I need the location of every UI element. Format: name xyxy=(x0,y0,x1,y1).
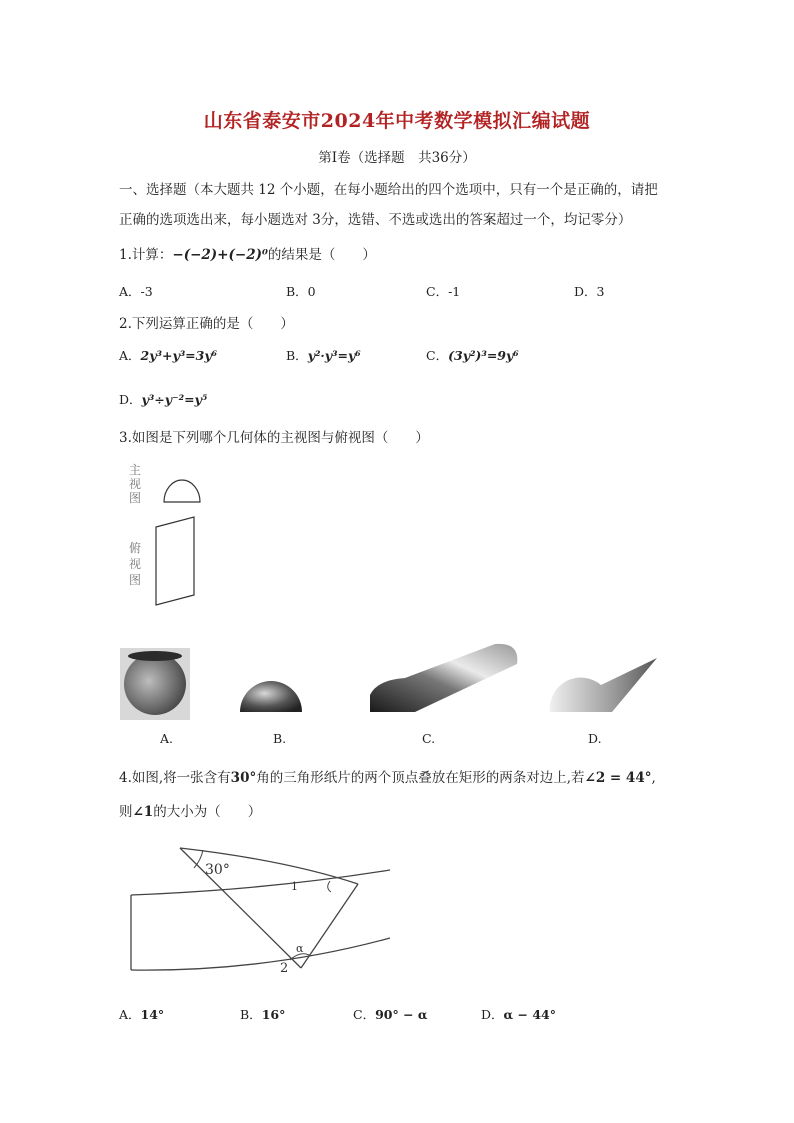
section-subtitle: 第Ⅰ卷（选择题 共36分） xyxy=(318,150,476,166)
angle-1-arc xyxy=(328,881,331,892)
front-view-label xyxy=(128,463,142,505)
question-2-stem: 2.下列运算正确的是（ ） xyxy=(119,316,294,332)
q2-option-b[interactable] xyxy=(286,346,361,364)
solid-b-hemisphere xyxy=(240,681,302,712)
front-view-char-2: 视 xyxy=(128,477,141,491)
q4-angle-30: 30° xyxy=(230,770,257,786)
q4-angle-2-value: ∠2 = 44° xyxy=(584,770,652,786)
front-view-char-1: 主 xyxy=(128,463,141,477)
q4-option-a-label: A． xyxy=(119,1007,141,1022)
triangle-rectangle-figure xyxy=(125,840,400,980)
question-4-stem-line-2 xyxy=(119,800,261,820)
top-view-label xyxy=(128,540,142,588)
q4-text-then: 则 xyxy=(119,804,133,820)
solids-figure xyxy=(115,640,675,725)
solid-d-half-cone xyxy=(550,658,657,712)
q4-option-b-expr: 16° xyxy=(261,1007,286,1022)
q4-option-c-expr: 90° − α xyxy=(375,1007,428,1022)
q2-option-a-label: A． xyxy=(119,348,141,363)
figure-label-2: 2 xyxy=(280,961,289,976)
q4-option-d-label: D． xyxy=(481,1007,504,1022)
instructions-line-1: 一、选择题（本大题共 12 个小题，在每小题给出的四个选项中，只有一个是正确的，请把 xyxy=(119,182,658,198)
q4-option-d[interactable] xyxy=(481,1005,556,1023)
q4-option-d-expr: α − 44° xyxy=(503,1007,556,1022)
q4-text-a: 4.如图,将一张含有 xyxy=(119,770,231,786)
page-title: 山东省泰安市2024年中考数学模拟汇编试题 xyxy=(203,110,591,132)
q1-expression: −(−2)+(−2)⁰ xyxy=(172,247,268,263)
q2-option-b-label: B． xyxy=(286,348,308,363)
q4-option-c-label: C． xyxy=(353,1007,376,1022)
q2-option-d-expr: y³÷y⁻²=y⁵ xyxy=(141,392,208,407)
q4-text-size: 的大小为（ ） xyxy=(153,804,262,820)
top-view-char-1: 俯 xyxy=(128,541,141,555)
solid-option-b[interactable]: B. xyxy=(273,731,287,746)
q2-option-b-expr: y²·y³=y⁶ xyxy=(307,348,361,363)
q4-text-c: 角的三角形纸片的两个顶点叠放在矩形的两条对边上,若 xyxy=(256,770,585,786)
figure-label-1: 1 xyxy=(291,880,298,893)
q1-suffix: 的结果是（ ） xyxy=(267,247,376,263)
top-view-char-2: 视 xyxy=(128,557,141,571)
question-4-stem-line-1 xyxy=(119,766,656,786)
angle-30-arc xyxy=(194,850,203,868)
front-view-semicircle xyxy=(164,480,200,502)
rectangle-top-edge xyxy=(131,870,390,895)
q2-option-a[interactable] xyxy=(119,346,217,364)
question-1-stem xyxy=(119,243,376,263)
solid-option-d[interactable]: D. xyxy=(588,731,602,746)
q2-option-d-label: D． xyxy=(119,392,142,407)
q1-prefix: 1.计算： xyxy=(119,247,173,263)
triangle-long-side xyxy=(180,848,301,968)
front-view-char-3: 图 xyxy=(128,491,141,505)
q2-option-d[interactable] xyxy=(119,390,207,408)
solid-c-half-cylinder xyxy=(370,644,517,712)
figure-label-30: 30° xyxy=(205,862,230,878)
instructions-line-2: 正确的选项选出来，每小题选对 3分，选错、不选或选出的答案超过一个，均记零分） xyxy=(119,212,632,228)
q1-option-a[interactable]: A．-3 xyxy=(119,284,153,299)
question-3-stem: 3.如图是下列哪个几何体的主视图与俯视图（ ） xyxy=(119,430,429,446)
q4-option-b[interactable] xyxy=(240,1005,285,1023)
q1-option-b[interactable]: B．0 xyxy=(286,284,316,299)
rectangle-bottom-edge xyxy=(131,938,390,970)
solid-a-sphere xyxy=(124,653,186,715)
q1-option-c[interactable]: C．-1 xyxy=(426,284,461,299)
q2-option-a-expr: 2y³+y³=3y⁶ xyxy=(140,348,218,363)
q2-option-c-label: C． xyxy=(426,348,449,363)
q2-option-c-expr: (3y²)³=9y⁶ xyxy=(448,348,519,363)
solid-option-a[interactable]: A. xyxy=(160,731,174,746)
solid-a-cut-top xyxy=(128,651,182,661)
q4-option-c[interactable] xyxy=(353,1005,428,1023)
q1-option-d[interactable]: D．3 xyxy=(574,284,605,299)
top-view-char-3: 图 xyxy=(128,573,141,587)
q4-angle-1: ∠1 xyxy=(132,804,154,820)
q4-option-a[interactable] xyxy=(119,1005,164,1023)
q4-option-b-label: B． xyxy=(240,1007,262,1022)
top-view-rectangle xyxy=(156,517,194,605)
figure-label-alpha: α xyxy=(296,942,304,955)
q4-option-a-expr: 14° xyxy=(140,1007,165,1022)
three-views-figure xyxy=(150,465,210,610)
q4-text-e: , xyxy=(651,770,656,786)
solid-option-c[interactable]: C. xyxy=(422,731,436,746)
q2-option-c[interactable] xyxy=(426,346,519,364)
